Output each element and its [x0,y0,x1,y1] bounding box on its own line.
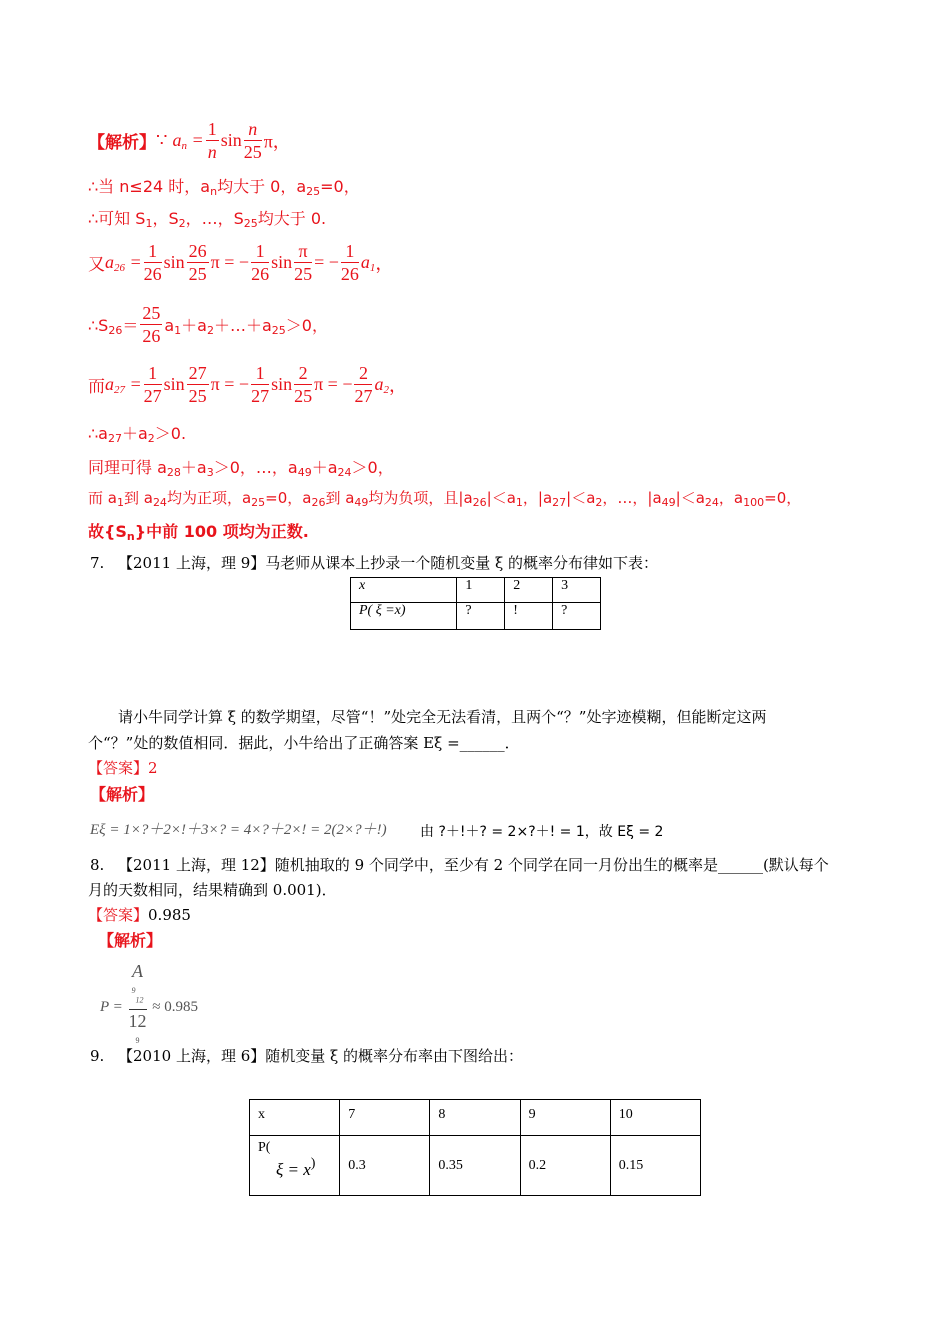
table-cell: 0.3 [340,1136,430,1196]
solution-line-2: ∴当 n≤24 时，$a_n$均大于 0，$a_{25}=0$， [88,177,360,198]
table-cell: x [250,1100,340,1136]
table-cell: 0.2 [520,1136,610,1196]
q8-answer: 【答案】0.985 [88,906,191,924]
table-cell: 10 [610,1100,700,1136]
frac-n-25: $\frac{n}{25}$ [243,119,262,162]
table-cell: x [351,578,457,603]
since-symbol: ∵ [156,130,168,150]
solution-line-9: 而 $a_1$到 $a_{24}$均为正项，$a_{25}=0$，$a_{26}$到 $a_{49}$均为负项，且$|a_{26}|<a_1$，$|a_{27}|<a_2$，…，$|a_{49}|<a_{24}$，$a_{100}=0$， [88,489,802,509]
q9-prob-row [250,1136,701,1196]
q8-stem-line-2: 月的天数相同，结果精确到 0.001)． [88,881,337,899]
solution-line-10: 故$\{S_n\}$中前 100 项均为正数. [88,522,309,543]
q7-body-line-2: 个“？”处的数值相同．据此，小牛给出了正确答案 Eξ =______． [88,734,520,752]
q7-prob-row [351,603,601,630]
solution-line-8: 同理可得 $a_{28}+a_3>0$，…，$a_{49}+a_{24}>0$， [88,458,394,479]
q7-formula: Eξ = 1×?＋2×!＋3×? = 4×?＋2×! = 2(2×?＋!) [90,822,387,838]
solution-line-3: ∴可知 $S_1$，$S_2$，…，$S_{25}$均大于 0. [88,209,327,230]
solution-line-1: 【解析】∵ $a_n$ = $\frac{1}{n}$ sin $\frac{n}{25}$ π， [88,119,291,162]
table-cell: 1 [457,578,505,603]
table-cell: P( ξ = x) [250,1136,340,1196]
table-cell: ? [457,603,505,630]
table-cell: 8 [430,1100,520,1136]
q7-header-row [351,578,601,603]
table-cell: P( ξ =x) [351,603,457,630]
q8-stem-line-1: 8. 【2011 上海，理 12】随机抽取的 9 个同学中，至少有 2 个同学在同一月份出生的概率是______(默认每个 [90,856,829,874]
table-cell: 3 [553,578,601,603]
q7-conclusion: 由 ?＋!＋? = 2×?＋! = 1，故 Eξ = 2 [420,824,664,840]
table-cell: ! [505,603,553,630]
q8-analysis-label: 【解析】 [98,931,163,950]
q9-stem: 9. 【2010 上海，理 6】随机变量 ξ 的概率分布率由下图给出： [90,1047,524,1065]
solution-line-5: $\therefore S_{26}=$ $\frac{25}{26}$ $a_1+a_2+\dots+a_{25}>0$， [88,303,328,346]
solution-line-7: $\therefore a_{27}+a_2>0$. [88,424,187,445]
frac-1-n: $\frac{1}{n}$ [207,119,217,162]
table-cell: 0.35 [430,1136,520,1196]
table-cell: 7 [340,1100,430,1136]
q7-distribution-table [350,577,601,630]
q9-header-row [250,1100,701,1136]
table-cell: ? [553,603,601,630]
q8-formula: P = A $^9_{12}$ 12 $^9$ ≈ 0.985 [100,961,198,1046]
table-cell: 9 [520,1100,610,1136]
q7-answer: 【答案】2 [88,759,158,777]
table-cell: 0.15 [610,1136,700,1196]
analysis-label: 【解析】 [88,133,156,153]
q7-analysis-label: 【解析】 [90,785,155,804]
solution-line-6: 而$a_{27}$ = $\frac{1}{27}$ sin $\frac{27}{25}$ π = − $\frac{1}{27}$ sin $\frac{2}{25}$ π = − $\frac{2}{27}$ $a_2$， [88,363,407,406]
solution-line-4: 又$a_{26}$ = $\frac{1}{26}$ sin $\frac{26}{25}$ π = − $\frac{1}{26}$ sin $\frac{\pi}{25}$ = − $\frac{1}{26}$ $a_1$， [88,241,394,284]
q9-distribution-table [249,1099,701,1196]
formula-an: $a_n$ = [172,129,204,152]
table-cell: 2 [505,578,553,603]
q7-body-line-1: 请小牛同学计算 ξ 的数学期望，尽管“！”处完全无法看清，且两个“？”处字迹模糊，但能断定这两 [118,708,767,726]
q7-stem: 7. 【2011 上海，理 9】马老师从课本上抄录一个随机变量 ξ 的概率分布律如下表： [90,554,659,572]
